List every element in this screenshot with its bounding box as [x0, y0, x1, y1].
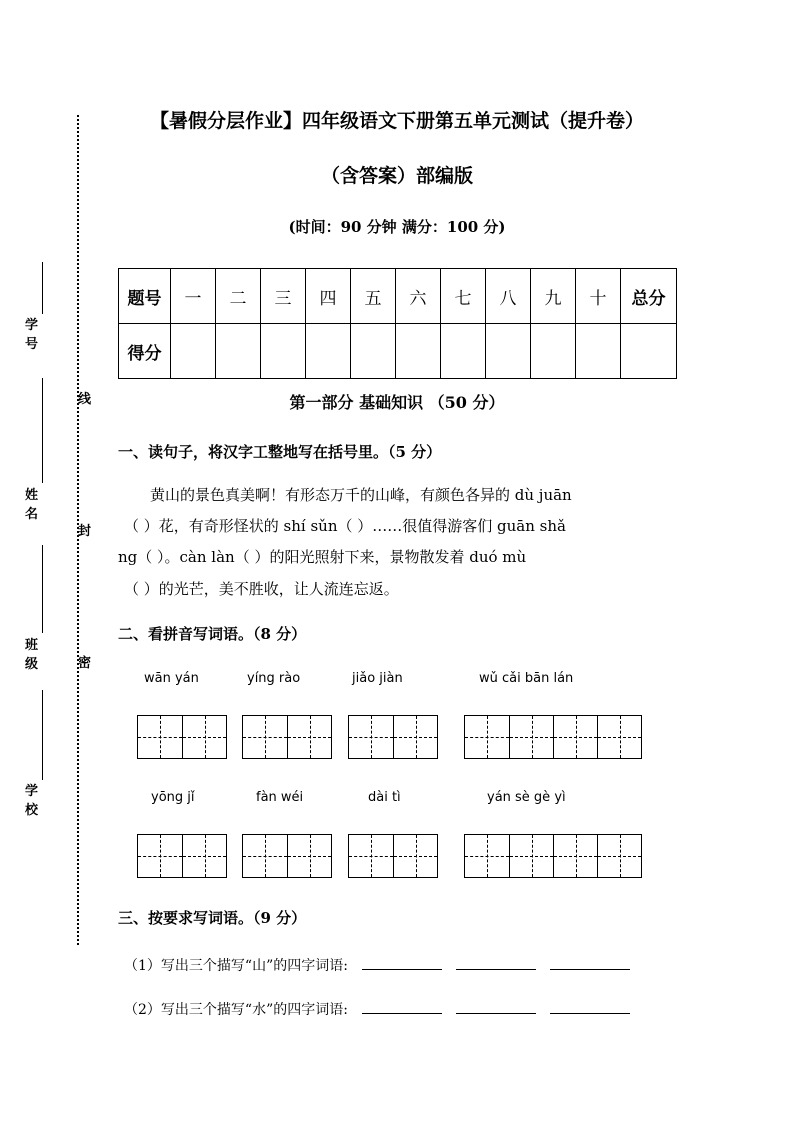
answer-blank[interactable]	[456, 999, 536, 1014]
class-line[interactable]	[42, 545, 43, 633]
answer-blank[interactable]	[456, 955, 536, 970]
table-header: 八	[486, 269, 531, 324]
pinyin-prompt: fàn wéi	[256, 790, 304, 805]
section-title: 三、按要求写词语。（9 分）	[118, 909, 307, 927]
score-cell[interactable]	[441, 324, 486, 379]
table-header: 三	[261, 269, 306, 324]
score-cell[interactable]	[216, 324, 261, 379]
table-header: 十	[576, 269, 621, 324]
score-cell[interactable]	[171, 324, 216, 379]
score-cell[interactable]	[486, 324, 531, 379]
table-header: 六	[396, 269, 441, 324]
student-id-label: 学号	[25, 318, 39, 352]
pinyin-prompt: wān yán	[144, 671, 199, 686]
passage-line: （ ）花，有奇形怪状的 shí sǔn（ ）……很值得游客们 guān shǎ	[124, 517, 566, 535]
table-row	[119, 324, 677, 379]
table-row	[119, 269, 677, 324]
answer-blank[interactable]	[362, 955, 442, 970]
table-header: 四	[306, 269, 351, 324]
passage-line: 黄山的景色真美啊！有形态万千的山峰，有颜色各异的 dù juān	[150, 486, 572, 504]
part-title: 第一部分 基础知识 （50 分）	[289, 393, 505, 412]
table-header: 九	[531, 269, 576, 324]
score-cell[interactable]	[396, 324, 441, 379]
student-id-line[interactable]	[42, 262, 43, 314]
section-title: 一、读句子，将汉字工整地写在括号里。（5 分）	[118, 443, 442, 461]
section-title: 二、看拼音写词语。（8 分）	[118, 625, 307, 643]
pinyin-prompt: jiǎo jiàn	[352, 671, 403, 686]
pinyin-prompt: yíng rào	[247, 671, 301, 686]
question-text: （1）写出三个描写“山”的四字词语:	[124, 958, 348, 974]
score-cell[interactable]	[621, 324, 677, 379]
page-title: 【暑假分层作业】四年级语文下册第五单元测试（提升卷）	[149, 110, 644, 132]
table-header: 题号	[119, 269, 171, 324]
passage-line: ng（ ）。càn làn（ ）的阳光照射下来，景物散发着 duó mù	[118, 548, 527, 566]
score-cell[interactable]	[351, 324, 396, 379]
binding-char: 封	[78, 524, 92, 539]
question-text: （2）写出三个描写“水”的四字词语:	[124, 1002, 348, 1018]
pinyin-prompt: dài tì	[368, 790, 401, 805]
binding-char: 线	[78, 392, 92, 407]
question-item	[124, 955, 630, 975]
writing-grid[interactable]	[137, 715, 227, 759]
pinyin-prompt: yán sè gè yì	[487, 790, 566, 805]
question-item	[124, 999, 630, 1019]
pinyin-prompt: wǔ cǎi bān lán	[479, 671, 574, 686]
writing-grid[interactable]	[348, 834, 438, 878]
table-header: 二	[216, 269, 261, 324]
answer-blank[interactable]	[362, 999, 442, 1014]
name-label: 姓名	[25, 488, 39, 522]
writing-grid[interactable]	[137, 834, 227, 878]
class-label: 班级	[25, 638, 39, 672]
writing-grid[interactable]	[242, 715, 332, 759]
page-subtitle: （含答案）部编版	[320, 165, 473, 187]
time-info: (时间：90 分钟 满分：100 分)	[288, 218, 506, 236]
score-table	[118, 268, 677, 379]
writing-grid[interactable]	[464, 834, 642, 878]
school-line[interactable]	[42, 690, 43, 780]
writing-grid[interactable]	[464, 715, 642, 759]
binding-char: 密	[78, 656, 92, 671]
score-row-label: 得分	[119, 324, 171, 379]
score-cell[interactable]	[531, 324, 576, 379]
answer-blank[interactable]	[550, 955, 630, 970]
writing-grid[interactable]	[348, 715, 438, 759]
score-cell[interactable]	[261, 324, 306, 379]
table-header: 五	[351, 269, 396, 324]
answer-blank[interactable]	[550, 999, 630, 1014]
table-header: 总分	[621, 269, 677, 324]
table-header: 七	[441, 269, 486, 324]
score-cell[interactable]	[306, 324, 351, 379]
pinyin-prompt: yōng jǐ	[151, 790, 195, 805]
school-label: 学校	[25, 784, 39, 818]
writing-grid[interactable]	[242, 834, 332, 878]
table-header: 一	[171, 269, 216, 324]
score-cell[interactable]	[576, 324, 621, 379]
passage-line: （ ）的光芒，美不胜收，让人流连忘返。	[124, 580, 399, 598]
